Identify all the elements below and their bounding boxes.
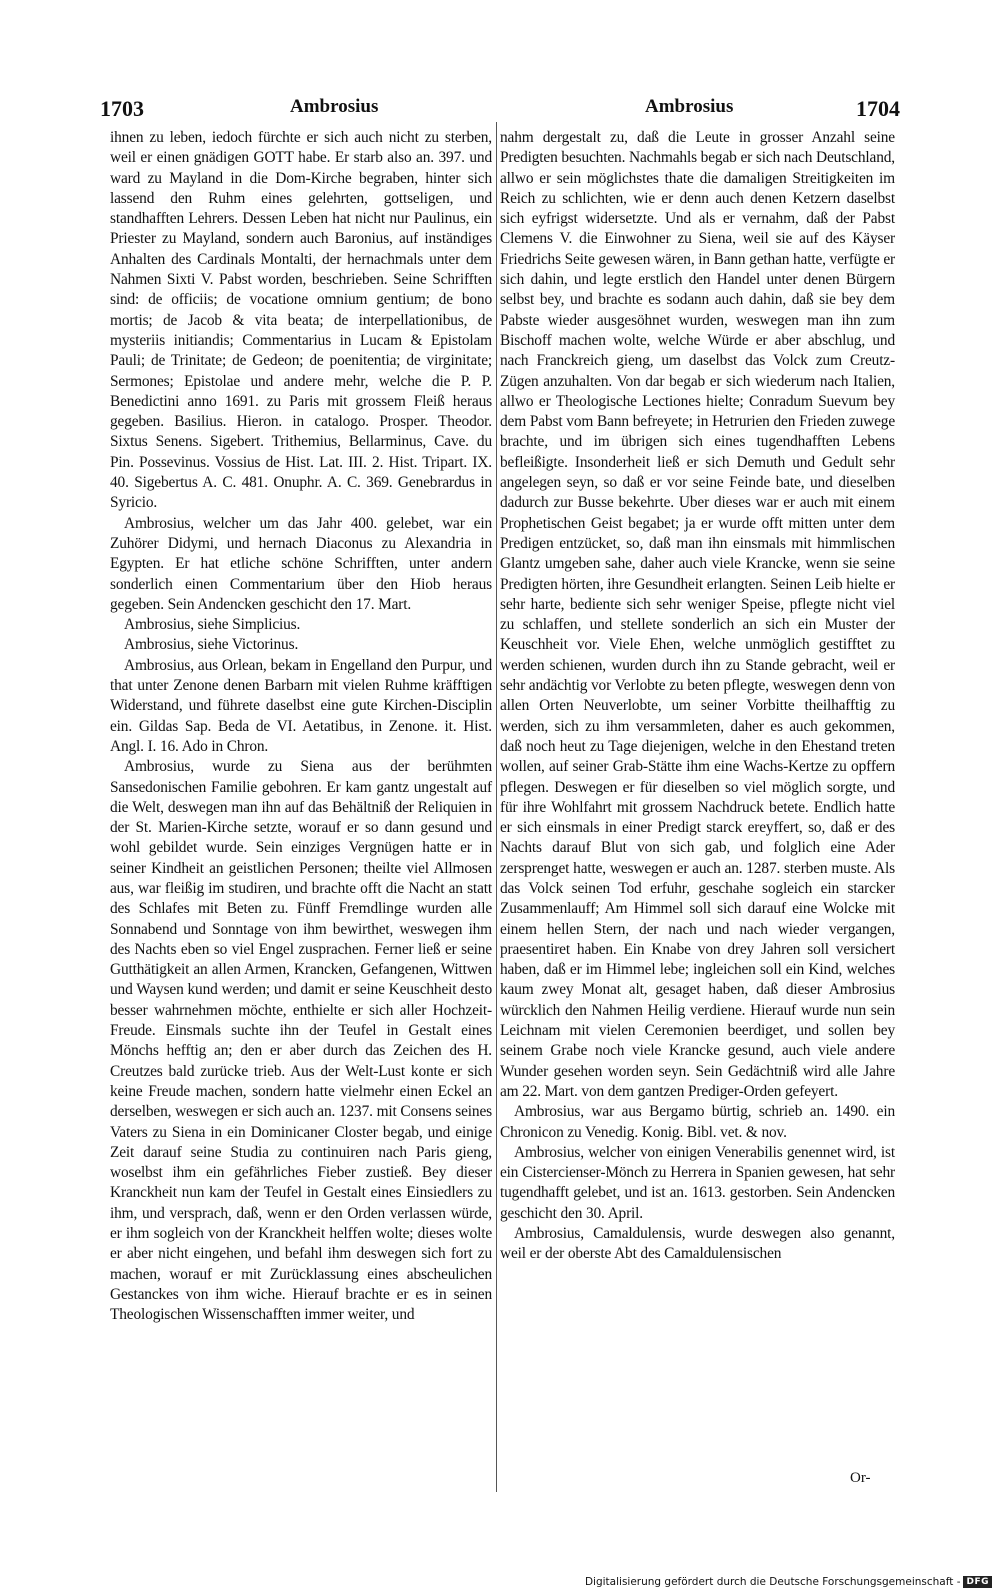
right-column	[500, 128, 895, 1265]
running-head-left: Ambrosius	[290, 96, 379, 117]
paragraph: ihnen zu leben, iedoch fürchte er sich auch nicht zu sterben, weil er einen gnädigen GOTT habe. Er starb also an. 397. und ward zu Mayland in die Dom-Kirche begraben, hinter sich lassend den Ruhm eines gelehrten, gottseligen, und standhafften Lehrers. Dessen Leben hat nicht nur Paulinus, ein Priester zu Mayland, sondern auch Baronius, auf inständiges Anhalten des Cardinals Montalti, der hernachmals unter dem Nahmen Sixti V. Pabst worden, beschrieben. Seine Schrifften sind: de officiis; de vocatione omnium gentium; de bono mortis; de Jacob & vita beata; de interpellationibus, de mysteriis initiandis; Commentarius in Lucam & Epistolam Pauli; de Trinitate; de Gedeon; de poenitentia; de virginitate; Sermones; Epistolae und andere mehr, welche die P. P. Benedictini anno 1691. zu Paris mit grossem Fleiß heraus gegeben. Basilius. Hieron. in catalogo. Prosper. Theodor. Sixtus Senens. Sigebert. Trithemius, Bellarminus, Cave. du Pin. Possevinus. Vossius de Hist. Lat. III. 2. Hist. Tripart. IX. 40. Sigebertus A. C. 481. Onuphr. A. C. 369. Genebrardus in Syricio.	[110, 129, 492, 512]
paragraph: Ambrosius, siehe Simplicius.	[124, 616, 301, 634]
dfg-logo-icon: DFG	[963, 1576, 992, 1588]
paragraph: Ambrosius, war aus Bergamo bürtig, schrieb an. 1490. ein Chronicon zu Venedig. Konig. Bibl. vet. & nov.	[500, 1103, 895, 1141]
page-number-left: 1703	[100, 96, 144, 121]
paragraph: Ambrosius, aus Orlean, bekam in Engelland den Purpur, und that unter Zenone denen Barbarn mit vielen Ruhme kräfftigen Widerstand, und führete daselbst eine gute Kirchen-Disciplin ein. Gildas Sap. Beda de VI. Aetatibus, in Zenone. it. Hist. Angl. I. 16. Ado in Chron.	[110, 656, 492, 755]
paragraph: Ambrosius, welcher von einigen Venerabilis genennet wird, ist ein Cistercienser-Mönch zu Herrera in Spanien gewesen, hat sehr tugendhafft gelebet, und ist an. 1613. gestorben. Sein Andencken geschicht den 30. April.	[500, 1143, 895, 1222]
paragraph: nahm dergestalt zu, daß die Leute in grosser Anzahl seine Predigten besuchten. Nachmahls begab er sich nach Deutschland, allwo er sein möglichstes thate die damaligen Streitigkeiten im Reich zu schlichten, wie er denn auch denen Ketzern daselbst sich eyfrigst widersetzte. Und als er vernahm, daß der Pabst Clemens V. die Einwohner zu Siena, weil sie auf des Käyser Friedrichs Seite gewesen wären, in Bann gethan hatte, verfügte er sich dahin, und legte erstlich den Handel unter denen Bürgern selbst bey, und brachte es sodann auch dahin, daß sie bey dem Pabste wieder ausgesöhnet wurden, weswegen man ihn zum Bischoff machen wolte, welche Würde er aber abschlug, und nach Franckreich gieng, um daselbst das Volck zum Creutz-Zügen anzuhalten. Von dar begab er sich wiederum nach Italien, allwo er Theologische Lectiones hielte; Conradum Suevum bey dem Pabst vom Bann befreyete; in Hetrurien den Frieden zuwege brachte, und im übrigen sich eines tugendhafften Lebens befleißigte. Insonderheit ließ er sich Demuth und Gedult sehr angelegen seyn, so daß er vor seine Feinde bate, und dieselben dadurch zur Busse bekehrte. Uber dieses war er auch mit einem Prophetischen Geist begabet; ja er wurde offt mitten unter dem Predigen entzücket, so, daß man ihn einsmals mit himmlischen Glantz umgeben sahe, daher auch viele Krancke, wenn sie seine Predigten hörten, ihre Gesundheit erlangten. Seinen Leib hielte er sehr harte, bediente sich sehr weniger Speise, pflegte nicht viel zu schlaffen, und stellete sonderlich an sich ein Muster der Keuschheit vor. Viele Ehen, welche unmöglich gestifftet zu werden schienen, wurden durch ihn zu Stande gebracht, weil er sehr andächtig vor Verlobte zu beten pflegte, weswegen denn von allen Orten Neuverlobte, um seiner Vorbitte theilhafftig zu werden, sich zu ihm versammleten, daher es auch gekommen, daß noch heut zu Tage diejenigen, welche in den Ehestand treten wollen, auf seiner Grab-Stätte ihm eine Wachs-Kertze zu opffern pflegen. Deswegen er für dieselben so viel möglich sorgte, und für ihre Wohlfahrt mit grossem Nachdruck betete. Endlich hatte er sich einsmals in einer Predigt starck ereyffert, so, daß er des Nachts darauf Blut von sich gab, und folglich eine Ader zersprenget hatte, weswegen er auch an. 1287. sterben muste. Als das Volck seinen Tod erfuhr, geschahe sogleich ein starcker Zusammenlauff; Am Himmel soll sich darauf eine Wolcke mit einem hellen Stern, der nach und nach wieder vergangen, praesentiret haben. Ein Knabe von drey Jahren soll versichert haben, daß er im Himmel lebe; ingleichen soll ein Kind, welches kaum zwey Monat alt, gesaget haben, daß dieser Ambrosius würcklich den Nahmen Heilig verdiene. Hierauf wurde nun sein Leichnam mit vielen Ceremonien beerdiget, und sollen bey seinem Grabe noch viele Krancke gesund, auch viele andere Wunder gesehen worden seyn. Sein Gedächtniß wird alle Jahre am 22. Mart. von dem gantzen Prediger-Orden gefeyert.	[500, 129, 895, 1100]
running-head-right: Ambrosius	[645, 96, 734, 117]
paragraph: Ambrosius, wurde zu Siena aus der berühmten Sansedonischen Familie gebohren. Er kam gantz ungestalt auf die Welt, deswegen man ihn auf das Behältniß der Reliquien in der St. Marien-Kirche setzte, worauf er so dann gesund und wohl gebildet wurde. Sein einziges Vergnügen hatte er in seiner Kindheit an geistlichen Personen; theilte viel Allmosen aus, war fleißig im studiren, und brachte offt die Nacht an statt des Schlafes mit Beten zu. Fünff Fremdlinge wurden alle Sonnabend und Sonntage von ihm bewirthet, weswegen ihm des Nachts eben so viel Engel zusprachen. Ferner ließ er seine Gutthätigkeit an allen Armen, Krancken, Gefangenen, Wittwen und Waysen kund werden; und damit er seine Keuschheit desto besser wahrnehmen möchte, enthielte er sich aller Hochzeit-Freude. Einsmals suchte ihn der Teufel in Gestalt eines Mönchs hefftig an; den er aber durch das Zeichen des H. Creutzes bald zurücke trieb. Aus der Welt-Lust konte er sich keine Freude machen, sondern hatte vielmehr einen Eckel an derselben, weswegen er sich auch an. 1237. mit Consens seines Vaters zu Siena in ein Dominicaner Closter begab, und einige Zeit darauf seine Studia zu continuiren nach Paris gieng, woselbst ihm ein gefährliches Fieber zustieß. Bey dieser Kranckheit nun kam der Teufel in Gestalt eines Einsiedlers zu ihm, und versprach, daß, wenn er den Orden verlassen würde, er ihm sogleich von der Kranckheit helffen wolte; dieses wolte er aber nicht eingehen, und befahl ihm deswegen sich fort zu machen, worauf er mit Zurücklassung eines abscheulichen Gestanckes von ihm wiche. Hierauf brachte er es in seinen Theologischen Wissenschafften immer weiter, und	[110, 758, 492, 1324]
catchword: Or-	[850, 1470, 871, 1486]
page-number-right: 1704	[856, 96, 900, 121]
digitization-credit	[585, 1576, 992, 1588]
paragraph: Ambrosius, Camaldulensis, wurde deswegen also genannt, weil er der oberste Abt des Camaldulensischen	[500, 1225, 895, 1263]
page-header	[100, 96, 900, 126]
column-divider	[496, 122, 497, 1492]
paragraph: Ambrosius, siehe Victorinus.	[124, 636, 299, 654]
paragraph: Ambrosius, welcher um das Jahr 400. gelebet, war ein Zuhörer Didymi, und hernach Diaconus zu Alexandria in Egypten. Er hat etliche schöne Schrifften, unter andern sonderlich einen Commentarium über den Hiob heraus gegeben. Sein Andencken geschicht den 17. Mart.	[110, 514, 492, 613]
credit-text: Digitalisierung gefördert durch die Deutsche Forschungsgemeinschaft -	[584, 1576, 961, 1588]
left-column	[110, 128, 492, 1326]
